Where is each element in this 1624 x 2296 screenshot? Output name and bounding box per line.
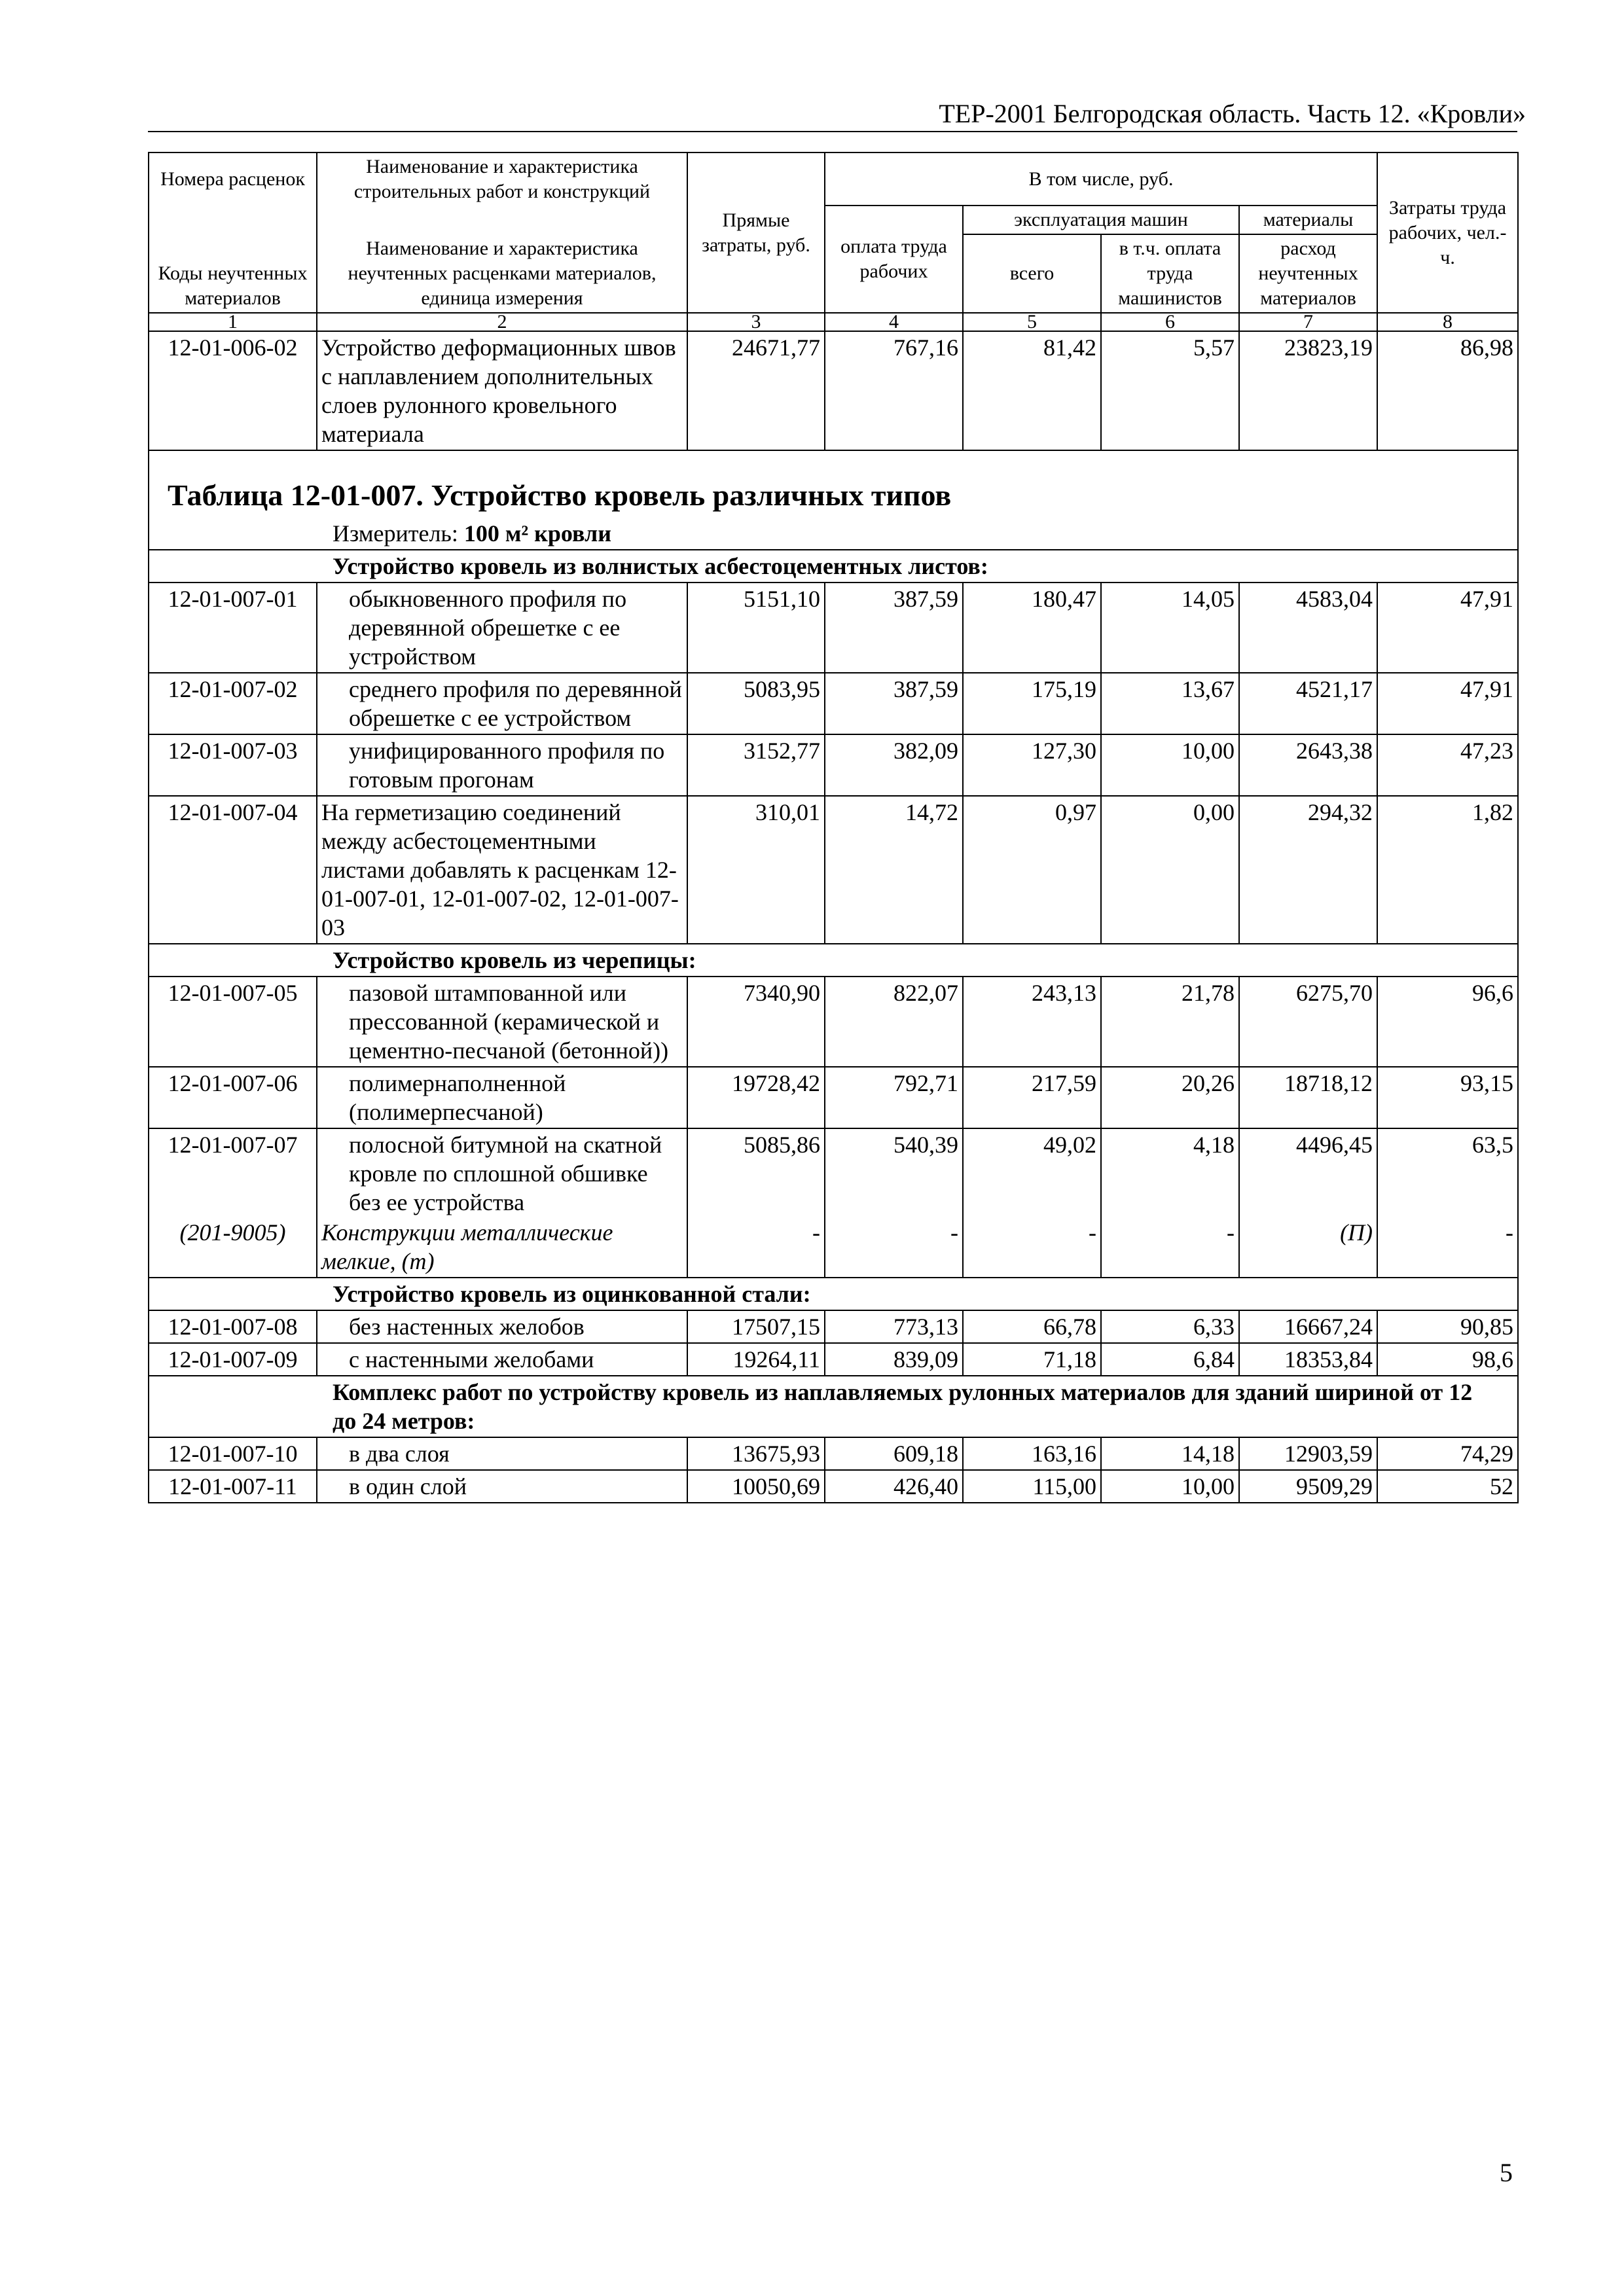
direct-costs-value: 5083,95 <box>687 673 825 734</box>
machines-total-value: 115,00 <box>963 1470 1101 1503</box>
header-worker-pay: оплата труда рабочих <box>825 206 963 313</box>
labor-value: 90,85 <box>1377 1310 1518 1343</box>
materials-value: 12903,59 <box>1239 1437 1377 1470</box>
rate-code: 12-01-007-01 <box>149 583 317 673</box>
machines-total-value: 71,18 <box>963 1343 1101 1376</box>
column-number: 4 <box>825 313 963 331</box>
labor-value: 96,6 <box>1377 977 1518 1067</box>
header-direct-costs: Прямые затраты, руб. <box>687 152 825 313</box>
section-header-row <box>149 1376 1518 1437</box>
rates-table <box>148 152 1519 1503</box>
rate-code: 12-01-007-09 <box>149 1343 317 1376</box>
rate-code: 12-01-007-07 <box>149 1128 317 1218</box>
document-header-title: ТЕР-2001 Белгородская область. Часть 12. «Кровли» <box>939 99 1526 128</box>
table-title: Таблица 12-01-007. Устройство кровель различных типов <box>149 450 1518 518</box>
header-labor-costs: Затраты труда рабочих, чел.-ч. <box>1377 152 1518 313</box>
materials-value: 6275,70 <box>1239 977 1377 1067</box>
materials-value: 4496,45 <box>1239 1128 1377 1218</box>
direct-costs-value: - <box>687 1218 825 1278</box>
rate-code: 12-01-007-11 <box>149 1470 317 1503</box>
machinists-pay-value: 20,26 <box>1101 1067 1239 1128</box>
labor-value: 52 <box>1377 1470 1518 1503</box>
labor-value: 74,29 <box>1377 1437 1518 1470</box>
machinists-pay-value: - <box>1101 1218 1239 1278</box>
direct-costs-value: 310,01 <box>687 796 825 944</box>
machinists-pay-value: 13,67 <box>1101 673 1239 734</box>
machinists-pay-value: 14,18 <box>1101 1437 1239 1470</box>
machinists-pay-value: 0,00 <box>1101 796 1239 944</box>
table-row <box>149 734 1518 796</box>
worker-pay-value: 540,39 <box>825 1128 963 1218</box>
worker-pay-value: 822,07 <box>825 977 963 1067</box>
machines-total-value: 81,42 <box>963 331 1101 450</box>
material-name: Конструкции металлические мелкие, (т) <box>317 1218 687 1278</box>
rate-code: 12-01-007-06 <box>149 1067 317 1128</box>
section-title: Устройство кровель из волнистых асбестоцементных листов: <box>149 550 1518 583</box>
rate-name: в два слоя <box>317 1437 687 1470</box>
header-unaccounted-materials: расход неучтенных материалов <box>1239 234 1377 313</box>
machines-total-value: - <box>963 1218 1101 1278</box>
rate-name: в один слой <box>317 1470 687 1503</box>
machinists-pay-value: 10,00 <box>1101 734 1239 796</box>
column-number: 8 <box>1377 313 1518 331</box>
materials-value: 18718,12 <box>1239 1067 1377 1128</box>
header-materials: материалы <box>1239 206 1377 234</box>
machinists-pay-value: 6,84 <box>1101 1343 1239 1376</box>
column-number: 6 <box>1101 313 1239 331</box>
section-header-row <box>149 944 1518 977</box>
table-title-row <box>149 450 1518 518</box>
column-number: 7 <box>1239 313 1377 331</box>
labor-value: - <box>1377 1218 1518 1278</box>
table-row <box>149 1310 1518 1343</box>
section-header-row <box>149 550 1518 583</box>
table-row <box>149 1128 1518 1218</box>
worker-pay-value: 609,18 <box>825 1437 963 1470</box>
section-title: Комплекс работ по устройству кровель из наплавляемых рулонных материалов для зданий шириной от 12 до 24 метров: <box>149 1376 1518 1437</box>
machinists-pay-value: 6,33 <box>1101 1310 1239 1343</box>
page-number: 5 <box>1500 2158 1513 2187</box>
machines-total-value: 66,78 <box>963 1310 1101 1343</box>
machines-total-value: 180,47 <box>963 583 1101 673</box>
rate-name: полимернаполненной (полимерпесчаной) <box>317 1067 687 1128</box>
materials-value: 294,32 <box>1239 796 1377 944</box>
direct-costs-value: 3152,77 <box>687 734 825 796</box>
worker-pay-value: 426,40 <box>825 1470 963 1503</box>
rate-name: без настенных желобов <box>317 1310 687 1343</box>
worker-pay-value: 14,72 <box>825 796 963 944</box>
materials-value: 2643,38 <box>1239 734 1377 796</box>
machinists-pay-value: 21,78 <box>1101 977 1239 1067</box>
header-machines: эксплуатация машин <box>963 206 1239 234</box>
column-number: 2 <box>317 313 687 331</box>
worker-pay-value: 792,71 <box>825 1067 963 1128</box>
direct-costs-value: 5085,86 <box>687 1128 825 1218</box>
table-row <box>149 977 1518 1067</box>
machines-total-value: 243,13 <box>963 977 1101 1067</box>
table-row <box>149 583 1518 673</box>
table-row <box>149 1437 1518 1470</box>
rate-name: Устройство деформационных швов с наплавлением дополнительных слоев рулонного кровельного материала <box>317 331 687 450</box>
rate-code: 12-01-006-02 <box>149 331 317 450</box>
labor-value: 93,15 <box>1377 1067 1518 1128</box>
table-row <box>149 796 1518 944</box>
table-row <box>149 1343 1518 1376</box>
measurer-value: 100 м² кровли <box>463 520 611 547</box>
materials-value: 16667,24 <box>1239 1310 1377 1343</box>
table-row <box>149 1067 1518 1128</box>
machines-total-value: 175,19 <box>963 673 1101 734</box>
column-numbers-row <box>149 313 1518 331</box>
rate-name: На герметизацию соединений между асбестоцементными листами добавлять к расценкам 12-01-007-01, 12-01-007-02, 12-01-007-03 <box>317 796 687 944</box>
materials-value: 9509,29 <box>1239 1470 1377 1503</box>
materials-value: (П) <box>1239 1218 1377 1278</box>
worker-pay-value: 387,59 <box>825 583 963 673</box>
section-title: Устройство кровель из оцинкованной стали: <box>149 1278 1518 1310</box>
worker-pay-value: - <box>825 1218 963 1278</box>
rate-name: обыкновенного профиля по деревянной обрешетке с ее устройством <box>317 583 687 673</box>
rate-name: пазовой штампованной или прессованной (керамической и цементно-песчаной (бетонной)) <box>317 977 687 1067</box>
section-header-row <box>149 1278 1518 1310</box>
table-header <box>149 152 1518 331</box>
machinists-pay-value: 14,05 <box>1101 583 1239 673</box>
labor-value: 1,82 <box>1377 796 1518 944</box>
worker-pay-value: 839,09 <box>825 1343 963 1376</box>
measurer-row <box>149 518 1518 550</box>
machinists-pay-value: 4,18 <box>1101 1128 1239 1218</box>
direct-costs-value: 24671,77 <box>687 331 825 450</box>
rate-code: 12-01-007-02 <box>149 673 317 734</box>
material-row <box>149 1218 1518 1278</box>
machines-total-value: 217,59 <box>963 1067 1101 1128</box>
rate-name: среднего профиля по деревянной обрешетке с ее устройством <box>317 673 687 734</box>
table-row <box>149 331 1518 450</box>
header-machines-total: всего <box>963 234 1101 313</box>
header-divider <box>148 131 1517 132</box>
rate-code: 12-01-007-10 <box>149 1437 317 1470</box>
machines-total-value: 163,16 <box>963 1437 1101 1470</box>
worker-pay-value: 382,09 <box>825 734 963 796</box>
direct-costs-value: 13675,93 <box>687 1437 825 1470</box>
labor-value: 98,6 <box>1377 1343 1518 1376</box>
table-row <box>149 673 1518 734</box>
rate-name: с настенными желобами <box>317 1343 687 1376</box>
header-rate-numbers: Номера расценок <box>149 152 317 206</box>
machinists-pay-value: 10,00 <box>1101 1470 1239 1503</box>
direct-costs-value: 19264,11 <box>687 1343 825 1376</box>
column-number: 5 <box>963 313 1101 331</box>
direct-costs-value: 7340,90 <box>687 977 825 1067</box>
direct-costs-value: 5151,10 <box>687 583 825 673</box>
rate-code: 12-01-007-08 <box>149 1310 317 1343</box>
table-row <box>149 1470 1518 1503</box>
column-number: 1 <box>149 313 317 331</box>
measurer <box>149 518 1518 550</box>
materials-value: 18353,84 <box>1239 1343 1377 1376</box>
direct-costs-value: 10050,69 <box>687 1470 825 1503</box>
header-machinists-pay: в т.ч. оплата труда машинистов <box>1101 234 1239 313</box>
direct-costs-value: 19728,42 <box>687 1067 825 1128</box>
machinists-pay-value: 5,57 <box>1101 331 1239 450</box>
labor-value: 47,91 <box>1377 673 1518 734</box>
labor-value: 47,91 <box>1377 583 1518 673</box>
header-including: В том числе, руб. <box>825 152 1377 206</box>
worker-pay-value: 387,59 <box>825 673 963 734</box>
column-number: 3 <box>687 313 825 331</box>
rate-name: унифицированного профиля по готовым прогонам <box>317 734 687 796</box>
rate-name: полосной битумной на скатной кровле по сплошной обшивке без ее устройства <box>317 1128 687 1218</box>
rate-code: 12-01-007-04 <box>149 796 317 944</box>
rate-code: 12-01-007-05 <box>149 977 317 1067</box>
direct-costs-value: 17507,15 <box>687 1310 825 1343</box>
worker-pay-value: 773,13 <box>825 1310 963 1343</box>
labor-value: 63,5 <box>1377 1128 1518 1218</box>
worker-pay-value: 767,16 <box>825 331 963 450</box>
materials-value: 4583,04 <box>1239 583 1377 673</box>
machines-total-value: 127,30 <box>963 734 1101 796</box>
materials-value: 4521,17 <box>1239 673 1377 734</box>
machines-total-value: 49,02 <box>963 1128 1101 1218</box>
header-material-codes: Коды неучтенных материалов <box>149 206 317 313</box>
machines-total-value: 0,97 <box>963 796 1101 944</box>
section-title: Устройство кровель из черепицы: <box>149 944 1518 977</box>
materials-value: 23823,19 <box>1239 331 1377 450</box>
rate-code: 12-01-007-03 <box>149 734 317 796</box>
measurer-label: Измеритель: <box>333 520 464 547</box>
material-code: (201-9005) <box>149 1218 317 1278</box>
labor-value: 47,23 <box>1377 734 1518 796</box>
labor-value: 86,98 <box>1377 331 1518 450</box>
header-work-name: Наименование и характеристика строительных работ и конструкций <box>317 152 687 206</box>
header-material-name: Наименование и характеристика неучтенных расценками материалов, единица измерения <box>317 206 687 313</box>
